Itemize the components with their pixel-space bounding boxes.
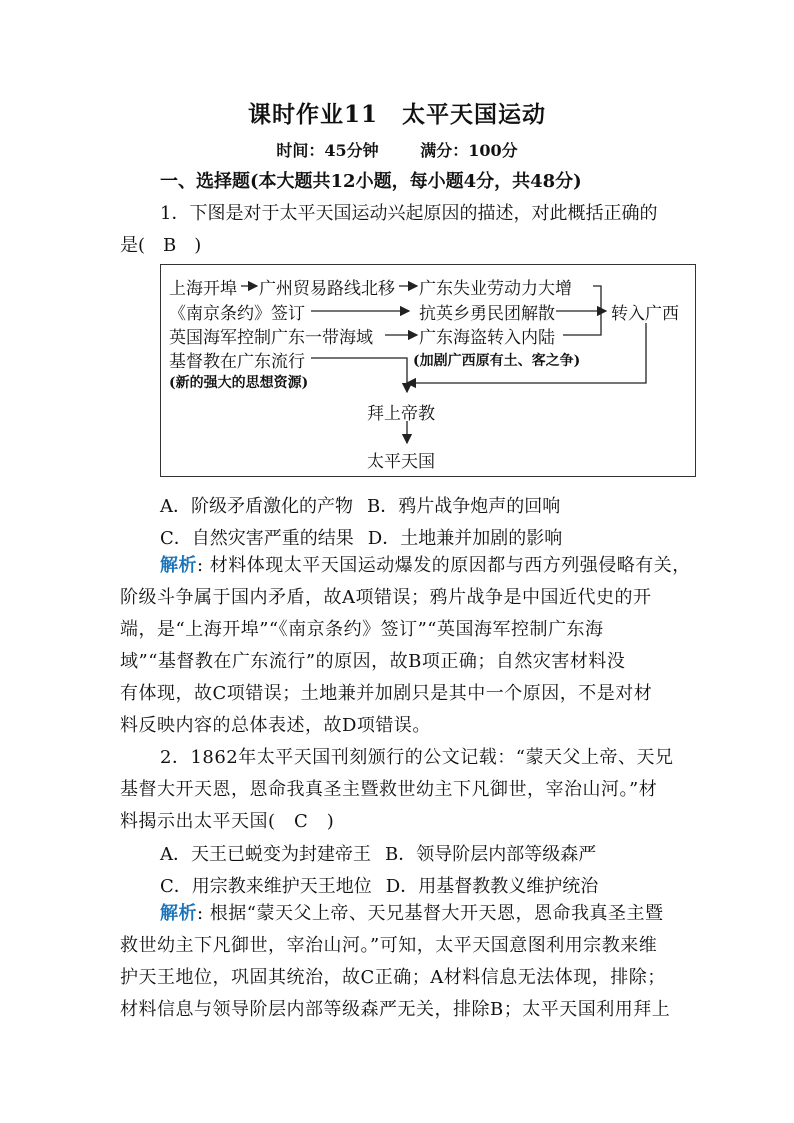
page-title: 课时作业11 太平天国运动 <box>247 101 546 128</box>
q2-option-c: C．用宗教来维护天王地位 <box>160 876 372 897</box>
section-heading: 一、选择题(本大题共12小题，每小题4分，共48分) <box>160 171 582 192</box>
node-christianity: 基督教在广东流行 <box>169 352 305 372</box>
q2-option-b: B．领导阶层内部等级森严 <box>385 844 597 865</box>
node-nanjing-treaty: 《南京条约》签订 <box>169 304 305 324</box>
q2-analysis-row: 护天王地位，巩固其统治，故C正确；A材料信息无法体现，排除； <box>120 967 666 988</box>
node-unemployment: 广东失业劳动力大增 <box>419 279 572 299</box>
bracket-3-6 <box>593 286 601 311</box>
node-guangxi: 转入广西 <box>611 304 679 324</box>
node-british-navy: 英国海军控制广东一带海域 <box>169 328 373 348</box>
q2-analysis-row: 材料信息与领导阶层内部等级森严无关，排除B；太平天国利用拜上 <box>120 999 671 1020</box>
node-taiping: 太平天国 <box>367 452 435 472</box>
total-score: 满分：100分 <box>420 141 518 160</box>
q1-option-a: A．阶级矛盾激化的产物 <box>160 496 353 517</box>
node-god-worship: 拜上帝教 <box>367 404 435 424</box>
q1-option-c: C．自然灾害严重的结果 <box>160 528 354 549</box>
q1-analysis-row: : 材料体现太平天国运动爆发的原因都与西方列强侵略有关， <box>197 555 691 576</box>
q1-analysis-row: 料反映内容的总体表述，故D项错误。 <box>120 715 431 736</box>
time-limit: 时间：45分钟 <box>276 141 379 160</box>
q2-stem-row: 2．1862年太平天国刊刻颁行的公文记载：“蒙天父上帝、天兄 <box>160 747 674 768</box>
arrow-9-12 <box>311 358 407 392</box>
bracket-8-6 <box>563 311 601 335</box>
q1-stem-line1: 1．下图是对于太平天国运动兴起原因的描述，对此概括正确的 <box>160 203 658 224</box>
note-ideology: (新的强大的思想资源) <box>169 375 309 391</box>
q2-option-d: D．用基督教教义维护统治 <box>385 876 599 897</box>
node-trade-route: 广州贸易路线北移 <box>259 279 395 299</box>
q1-stem-line2: 是( B ) <box>120 235 202 256</box>
q1-analysis-row: 域”“基督教在广东流行”的原因，故B项正确；自然灾害材料没 <box>120 651 626 672</box>
q1-analysis-row: 阶级斗争属于国内矛盾，故A项错误；鸦片战争是中国近代史的开 <box>120 587 652 608</box>
q1-analysis-row: 端，是“上海开埠”“《南京条约》签订”“英国海军控制广东海 <box>120 619 604 640</box>
q1-options-row2 <box>160 524 562 550</box>
cause-diagram <box>160 264 696 477</box>
q1-analysis-label: 解析 <box>160 555 197 576</box>
q2-analysis-label: 解析 <box>160 903 197 924</box>
q1-option-d: D．土地兼并加剧的影响 <box>367 528 563 549</box>
q1-option-b: B．鸦片战争炮声的回响 <box>367 496 561 517</box>
q2-analysis-row: 救世幼主下凡御世，宰治山河。”可知，太平天国意图利用宗教来维 <box>120 935 658 956</box>
note-conflict: (加剧广西原有土、客之争) <box>413 353 581 369</box>
q1-analysis <box>120 550 691 742</box>
q2-option-a: A．天王已蜕变为封建帝王 <box>160 844 371 865</box>
q2-stem-row: 料揭示出太平天国( C ) <box>120 811 335 832</box>
node-shanghai-port: 上海开埠 <box>169 279 237 299</box>
node-pirates: 广东海盗转入内陆 <box>419 328 555 348</box>
q2-options-row1 <box>160 840 596 866</box>
q2-analysis <box>120 898 686 1026</box>
q1-options-row1 <box>160 492 560 518</box>
q2-stem-row: 基督大开天恩，恩命我真圣主暨救世幼主下凡御世，宰治山河。”材 <box>120 779 658 800</box>
q2-stem <box>120 742 686 838</box>
q1-analysis-row: 有体现，故C项错误；土地兼并加剧只是其中一个原因，不是对材 <box>120 683 653 704</box>
q2-analysis-row: : 根据“蒙天父上帝、天兄基督大开天恩，恩命我真圣主暨 <box>197 903 664 924</box>
q2-options-row2 <box>160 872 598 898</box>
node-militia-disband: 抗英乡勇民团解散 <box>419 304 555 324</box>
exam-info <box>0 138 794 161</box>
